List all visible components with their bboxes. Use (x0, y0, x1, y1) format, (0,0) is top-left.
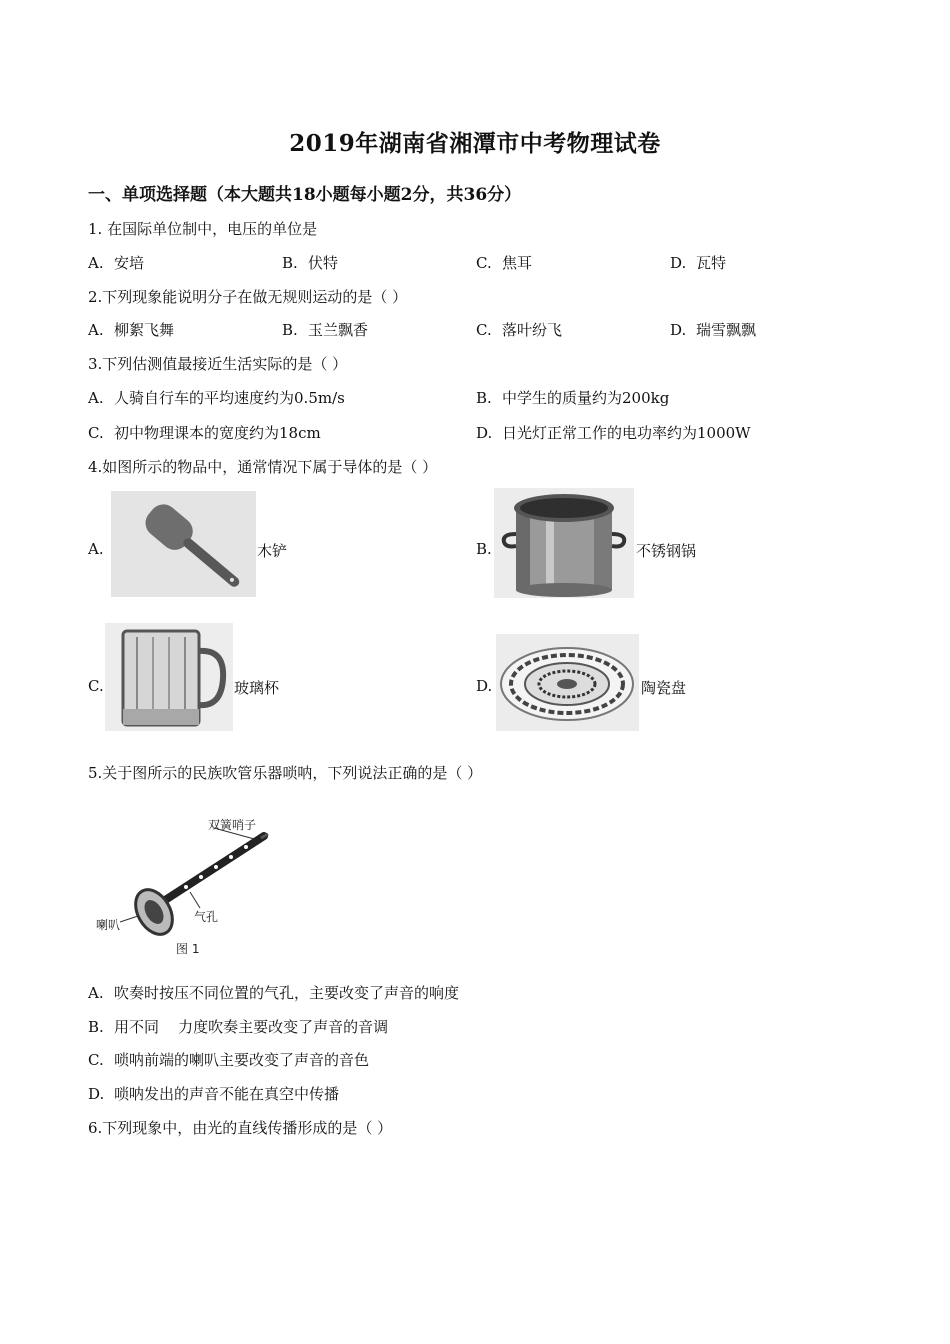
suona-figure (96, 812, 281, 962)
exam-title: 2019年湖南省湘潭市中考物理试卷 (289, 130, 661, 157)
q2-stem: 2.下列现象能说明分子在做无规则运动的是（ ） (88, 288, 408, 306)
q5-option-c: C. 唢呐前端的喇叭主要改变了声音的音色 (88, 1051, 370, 1069)
q4-stem: 4.如图所示的物品中，通常情况下属于导体的是（ ） (88, 458, 438, 476)
q5-option-b: B. 用不同 力度吹奏主要改变了声音的音调 (88, 1018, 389, 1036)
q4-option-d-letter: D. (476, 677, 493, 695)
ceramic-plate-image (496, 634, 639, 731)
section-heading: 一、单项选择题（本大题共18小题每小题2分，共36分） (88, 185, 522, 205)
q4-option-a-letter: A. (88, 540, 104, 558)
q4-option-a-text: 木铲 (257, 542, 288, 560)
q1-option-b: B. 伏特 (282, 254, 339, 272)
wooden-spatula-image (111, 491, 256, 597)
q4-option-d-text: 陶瓷盘 (641, 679, 687, 697)
q4-option-c-text: 玻璃杯 (234, 679, 280, 697)
q1-option-a: A. 安培 (88, 254, 145, 272)
q2-option-d: D. 瑞雪飘飘 (670, 321, 757, 339)
q3-option-c: C. 初中物理课本的宽度约为18cm (88, 424, 321, 442)
q1-stem: 1. 在国际单位制中，电压的单位是 (88, 220, 318, 238)
q3-option-d: D. 日光灯正常工作的电功率约为1000W (476, 424, 751, 442)
steel-pot-image (494, 488, 634, 598)
q3-stem: 3.下列估测值最接近生活实际的是（ ） (88, 355, 348, 373)
q3-option-b: B. 中学生的质量约为200kg (476, 389, 670, 407)
q4-option-b-text: 不锈钢锅 (636, 542, 697, 560)
q1-option-c: C. 焦耳 (476, 254, 533, 272)
q2-option-a: A. 柳絮飞舞 (88, 321, 175, 339)
q1-option-d: D. 瓦特 (670, 254, 727, 272)
label-bell: 喇叭 (96, 918, 121, 932)
label-air-hole: 气孔 (194, 910, 219, 924)
q4-option-b-letter: B. (476, 540, 492, 558)
q2-option-c: C. 落叶纷飞 (476, 321, 563, 339)
label-reed: 双簧哨子 (208, 818, 257, 832)
q4-option-c-letter: C. (88, 677, 104, 695)
figure-caption: 图 1 (176, 942, 200, 956)
q5-stem: 5.关于图所示的民族吹管乐器唢呐，下列说法正确的是（ ） (88, 764, 483, 782)
glass-mug-image (105, 623, 233, 731)
q6-stem: 6.下列现象中，由光的直线传播形成的是（ ） (88, 1119, 393, 1137)
q5-option-a: A. 吹奏时按压不同位置的气孔，主要改变了声音的响度 (88, 984, 460, 1002)
q5-option-d: D. 唢呐发出的声音不能在真空中传播 (88, 1085, 340, 1103)
q2-option-b: B. 玉兰飘香 (282, 321, 369, 339)
q3-option-a: A. 人骑自行车的平均速度约为0.5m/s (88, 389, 345, 407)
